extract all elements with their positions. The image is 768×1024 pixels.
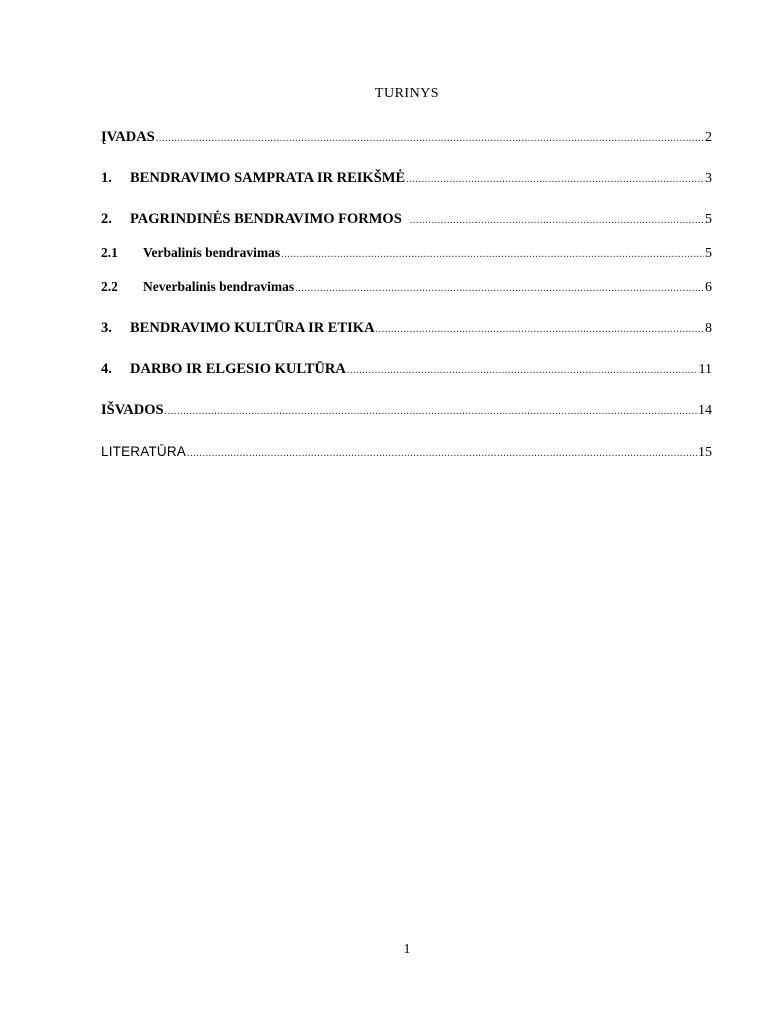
toc-entry-page: 6 — [705, 280, 712, 295]
toc-entry-number: 3. — [101, 320, 112, 336]
dot-leader — [295, 279, 704, 299]
toc-entry-label: PAGRINDINĖS BENDRAVIMO FORMOS — [130, 211, 402, 227]
toc-entry-number: 2.1 — [101, 245, 118, 260]
dot-leader — [410, 211, 704, 231]
toc-entry-number: 4. — [101, 361, 112, 377]
toc-entry-number: 2.2 — [101, 279, 118, 294]
toc-entry-ivadas[interactable] — [101, 127, 712, 147]
toc-entry-label: Verbalinis bendravimas — [143, 245, 281, 260]
toc-entry-label: DARBO IR ELGESIO KULTŪRA — [130, 361, 346, 377]
toc-entry-page: 14 — [698, 403, 712, 418]
toc-entry-3[interactable] — [101, 318, 712, 338]
toc-entry-page: 5 — [705, 246, 712, 261]
toc-entry-label: BENDRAVIMO KULTŪRA IR ETIKA — [130, 320, 375, 336]
toc-entry-4[interactable] — [101, 359, 712, 379]
dot-leader — [376, 320, 704, 340]
toc-entry-label: BENDRAVIMO SAMPRATA IR REIKŠMĖ — [130, 170, 406, 186]
dot-leader — [187, 444, 697, 464]
toc-entry-page: 11 — [698, 362, 712, 377]
toc-entry-2-2[interactable] — [101, 277, 712, 297]
toc-entry-2[interactable] — [101, 209, 712, 229]
page-number: 1 — [403, 942, 411, 957]
toc-entry-2-1[interactable] — [101, 243, 712, 263]
toc-entry-page: 15 — [698, 445, 712, 460]
toc-entry-page: 2 — [705, 130, 712, 145]
dot-leader — [406, 170, 704, 190]
toc-entry-label: Neverbalinis bendravimas — [143, 279, 295, 294]
toc-entry-page: 3 — [705, 171, 712, 186]
toc-entry-page: 5 — [705, 212, 712, 227]
toc-entry-literatura[interactable] — [101, 442, 712, 462]
dot-leader — [156, 129, 704, 149]
toc-entry-label: LITERATŪRA — [101, 444, 187, 459]
dot-leader — [281, 245, 704, 265]
toc-entry-label: IŠVADOS — [101, 402, 164, 418]
toc-entry-page: 8 — [705, 321, 712, 336]
toc-entry-number: 2. — [101, 211, 112, 227]
toc-entry-isvados[interactable] — [101, 400, 712, 420]
dot-leader — [347, 361, 698, 381]
dot-leader — [165, 402, 697, 422]
toc-entry-label: ĮVADAS — [101, 129, 155, 145]
toc-title: TURINYS — [374, 86, 440, 101]
toc-entry-1[interactable] — [101, 168, 712, 188]
toc-entry-number: 1. — [101, 170, 112, 186]
